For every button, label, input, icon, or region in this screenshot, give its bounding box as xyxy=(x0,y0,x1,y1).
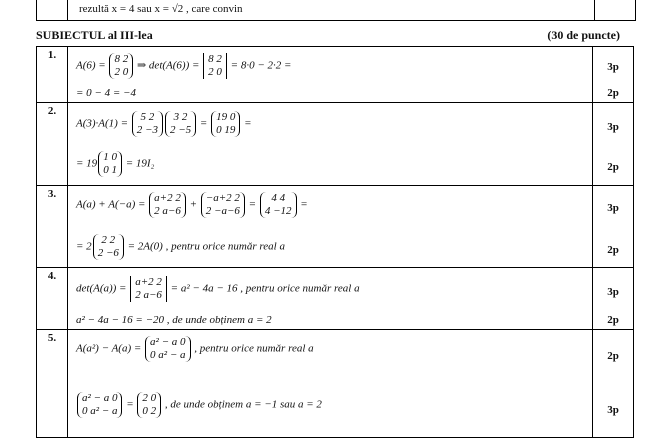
points-value: 3p xyxy=(607,61,619,73)
points-value: 2p xyxy=(607,350,619,362)
solution-step-2: = 0 − 4 = −4 xyxy=(76,87,136,99)
determinant: a+2 2 2 a−6 xyxy=(130,276,167,302)
item-number: 2. xyxy=(37,103,68,186)
solution-body xyxy=(68,103,593,186)
points-cell xyxy=(593,330,634,438)
points-value: 2p xyxy=(607,87,619,99)
matrix: −a+2 2 2 −a−6 xyxy=(201,192,245,218)
item-number: 4. xyxy=(37,268,68,330)
item-number: 5. xyxy=(37,330,68,438)
matrix: 4 4 4 −12 xyxy=(260,192,297,218)
solution-step-2: a² − a 0 0 a² − a = 2 0 0 2 , de unde obținem a = −1 sau a = 2 xyxy=(76,392,322,418)
solution-row-4 xyxy=(37,268,634,330)
solution-step-1: det(A(a)) = a+2 2 2 a−6 = a² − 4a − 16 , pentru orice număr real a xyxy=(76,276,360,301)
solution-step-1: A(a) + A(−a) = a+2 2 2 a−6 + −a+2 2 2 −a−6 = 4 4 4 −12 = xyxy=(76,192,308,217)
points-value: 3p xyxy=(607,121,619,133)
points-value: 3p xyxy=(607,404,619,416)
solution-body xyxy=(68,268,593,330)
solution-row-5 xyxy=(37,330,634,438)
matrix: 3 2 2 −5 xyxy=(165,111,196,137)
matrix: 1 0 0 1 xyxy=(98,151,122,177)
solution-step-1: A(a²) − A(a) = a² − a 0 0 a² − a , pentru orice număr real a xyxy=(76,336,314,361)
points-value: 3p xyxy=(607,202,619,214)
matrix: a² − a 0 0 a² − a xyxy=(77,392,122,418)
item-number: 3. xyxy=(37,186,68,268)
previous-solution-row xyxy=(36,0,636,21)
points-cell xyxy=(593,186,634,268)
matrix: 19 0 0 19 xyxy=(211,111,240,137)
points-cell xyxy=(593,47,634,103)
matrix: 2 0 0 2 xyxy=(137,392,161,418)
determinant: 8 2 2 0 xyxy=(203,53,227,79)
solutions-table xyxy=(36,46,634,438)
solution-step-1: A(6) = 8 2 2 0 ⇒ det(A(6)) = 8 2 2 0 = 8·0 − 2·2 = xyxy=(76,53,292,78)
matrix: a² − a 0 0 a² − a xyxy=(145,336,190,362)
solution-row-3 xyxy=(37,186,634,268)
points-value: 2p xyxy=(607,314,619,326)
points-cell xyxy=(593,103,634,186)
solution-body xyxy=(68,186,593,268)
solution-step-1: A(3)·A(1) = 5 2 2 −3 3 2 2 −5 = 19 0 0 19 = xyxy=(76,111,252,136)
solution-body xyxy=(68,330,593,438)
matrix: 5 2 2 −3 xyxy=(132,111,163,137)
previous-solution-text: rezultă x = 4 sau x = √2 , care convin xyxy=(79,3,243,15)
points-value: 3p xyxy=(607,286,619,298)
matrix: 2 2 2 −6 xyxy=(93,234,124,260)
section-title: SUBIECTUL al III-lea xyxy=(36,28,153,42)
points-value: 2p xyxy=(607,244,619,256)
points-cell xyxy=(593,268,634,330)
column-divider xyxy=(67,0,68,20)
solution-row-2 xyxy=(37,103,634,186)
solution-step-2: = 19 1 0 0 1 = 19I₂ xyxy=(76,151,155,176)
section-points: (30 de puncte) xyxy=(547,28,620,42)
solution-body xyxy=(68,47,593,103)
points-value: 2p xyxy=(607,161,619,173)
matrix: a+2 2 2 a−6 xyxy=(149,192,186,218)
item-number: 1. xyxy=(37,47,68,103)
column-divider xyxy=(594,0,595,20)
solution-step-2: = 2 2 2 2 −6 = 2A(0) , pentru orice număr real a xyxy=(76,234,285,259)
solution-row-1 xyxy=(37,47,634,103)
solution-step-2: a² − 4a − 16 = −20 , de unde obținem a = 2 xyxy=(76,314,272,326)
matrix: 8 2 2 0 xyxy=(109,53,133,79)
